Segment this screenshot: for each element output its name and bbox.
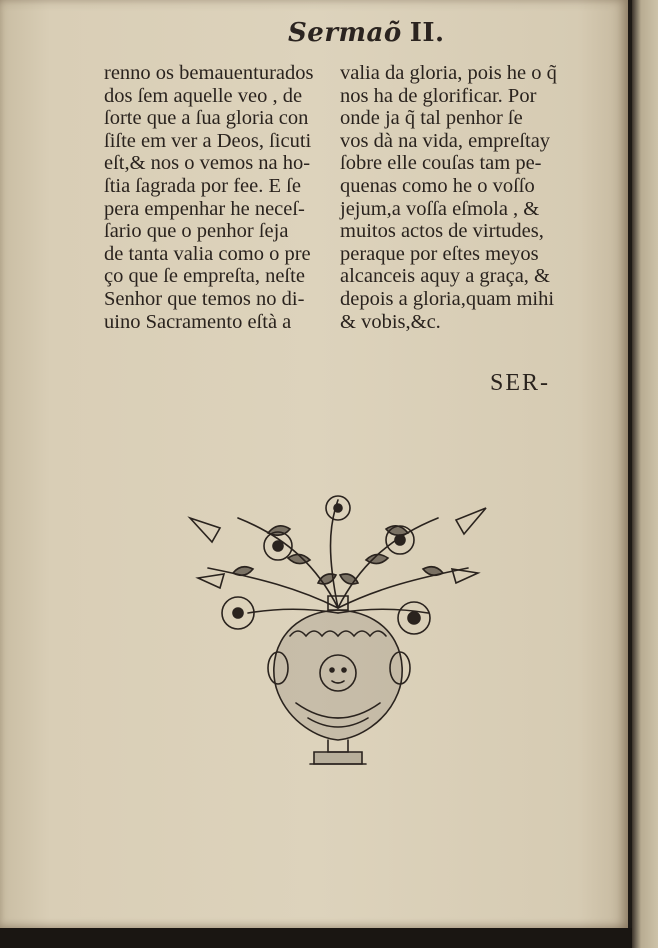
text-line: depois a gloria,quam mihi [340,287,555,310]
scan-background-edge [0,928,632,948]
adjacent-page-edge [632,0,658,948]
text-line: jejum,a voſſa eſmola , & [340,197,540,220]
left-text-column [104,62,334,333]
text-line: nos ha de glorificar. Por [340,84,537,107]
text-line: ſtia ſagrada por fee. E ſe [104,174,301,197]
text-line: alcanceis aquy a graça, & [340,265,551,288]
text-line: ſario que o penhor ſeja [104,220,289,243]
text-line: eſt,& nos o vemos na ho- [104,152,311,175]
text-line: muitos actos de virtudes, [340,220,544,243]
right-text-column [340,62,566,333]
text-line: quenas como he o voſſo [340,174,535,197]
header-number: II. [409,18,445,48]
catchword: SER- [490,370,551,396]
text-line: vos dà na vida, empreſtay [340,129,551,152]
header-title: Sermaõ [288,18,402,48]
text-line: peraque por eſtes meyos [340,242,539,265]
text-line: valia da gloria, pois he o q̃ [340,62,557,84]
text-line: & vobis,&c. [340,310,441,333]
text-line: ſorte que a ſua gloria con [104,107,309,130]
text-line: ſiſte em ver a Deos, ſicuti [104,129,312,152]
text-line: uino Sacramento eſtà a [104,310,292,333]
text-line: onde ja q̃ tal penhor ſe [340,107,523,130]
vase-ornament-icon [178,488,498,788]
text-line: pera empenhar he neceſ- [104,197,305,220]
text-line: ſobre elle couſas tam pe- [340,152,542,175]
text-line: ço que ſe empreſta, neſte [104,265,305,288]
running-header [288,18,445,48]
text-line: renno os bemauenturados [104,62,314,84]
text-line: de tanta valia como o pre [104,242,311,265]
text-line: dos ſem aquelle veo , de [104,84,303,107]
text-line: Senhor que temos no di- [104,287,305,310]
